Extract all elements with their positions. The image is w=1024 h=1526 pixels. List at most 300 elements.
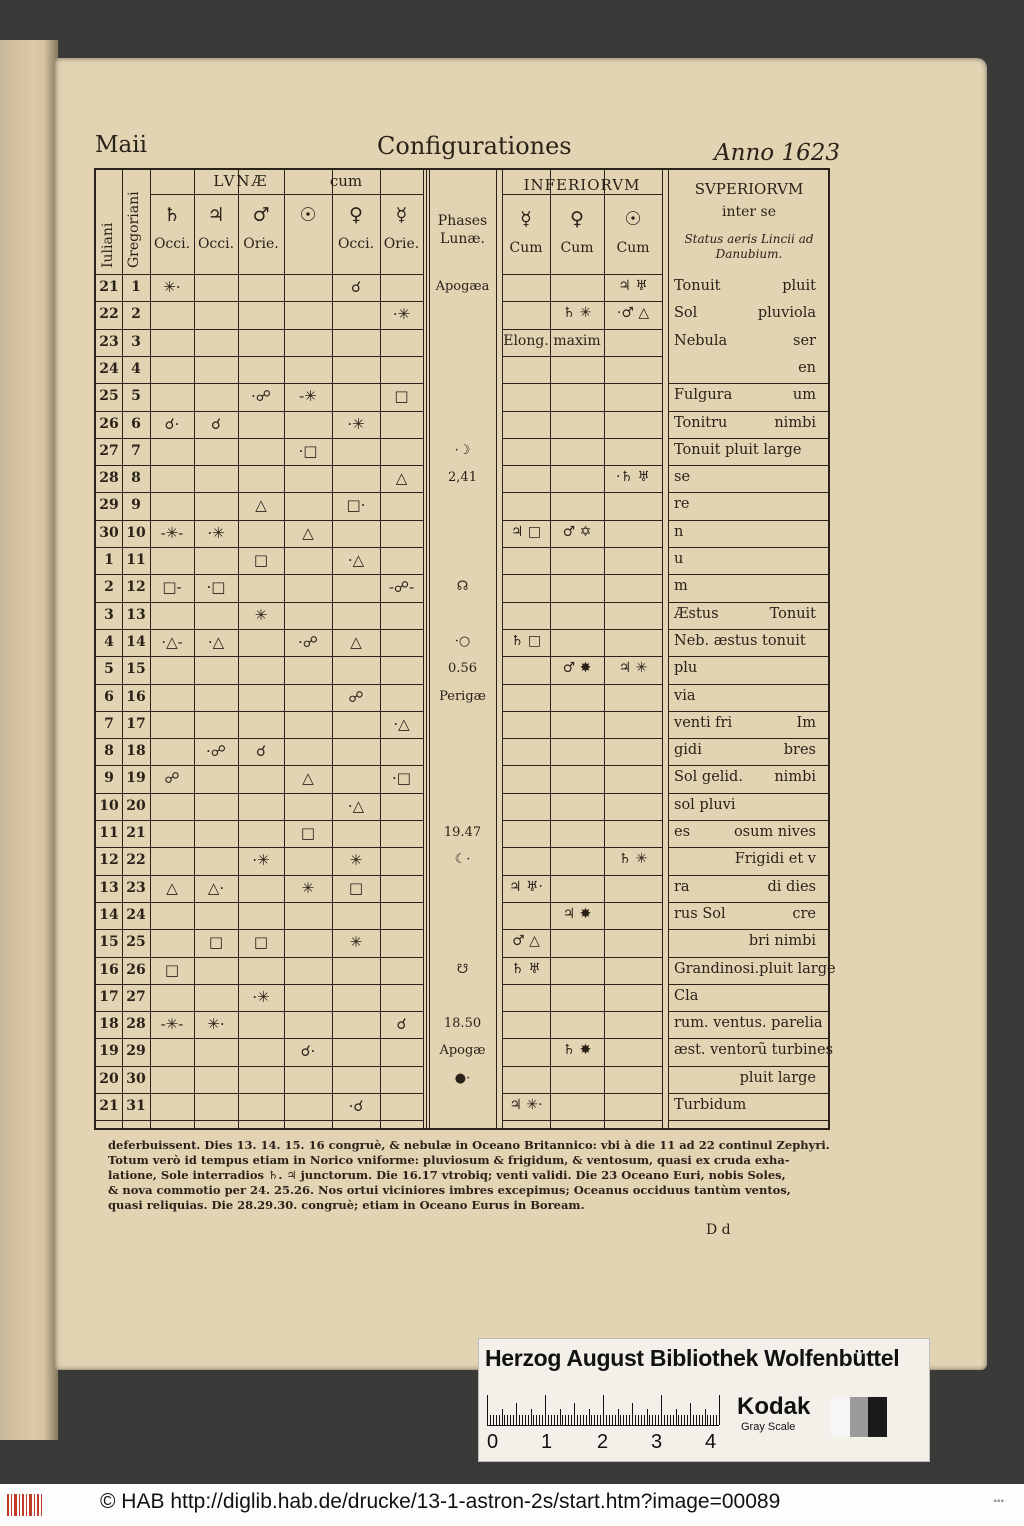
aspect-mark: ✳ [349, 851, 363, 870]
row-line [668, 547, 830, 548]
julian-day: 18 [99, 1016, 119, 1033]
row-line [502, 520, 662, 521]
ruler-tick [574, 1403, 575, 1425]
footer-line: quasi reliquias. Die 28.29.30. congruè; etiam in Oceano Eurus in Boream. [108, 1198, 585, 1212]
planet-symbol: ☉ [624, 208, 642, 230]
aspect-mark: ✳· [207, 1015, 225, 1034]
julian-day: 29 [99, 497, 119, 514]
row-line [96, 602, 423, 603]
planet-position: Occi. [153, 236, 191, 252]
row-line [96, 383, 423, 384]
ruler-number: 3 [651, 1431, 663, 1453]
row-line [502, 1011, 662, 1012]
aspect-mark: ✳· [163, 278, 181, 296]
aspect-mark: ☌ [255, 742, 267, 761]
weather-text: se [674, 469, 691, 486]
weather-text: sol pluvi [674, 796, 736, 813]
ruler-tick [684, 1415, 685, 1425]
row-line [96, 847, 423, 848]
row-line [668, 929, 830, 930]
status-bar [0, 1484, 1024, 1526]
gregorian-day: 9 [131, 497, 141, 514]
aspect-mark: △ [255, 496, 267, 515]
julian-day: 27 [99, 442, 119, 459]
ruler-tick [635, 1415, 636, 1425]
weather-text: Tonuit pluit large [674, 441, 802, 458]
row-line [668, 684, 830, 685]
row-line [96, 1093, 423, 1094]
ruler-tick [658, 1415, 659, 1425]
ruler-tick [548, 1415, 549, 1425]
ruler-tick [687, 1415, 688, 1425]
julian-day: 6 [104, 688, 114, 705]
julian-day: 2 [104, 579, 114, 596]
aspect-mark: ·△ [347, 796, 365, 815]
row-line [668, 1011, 830, 1012]
inter-se-label: inter se [721, 204, 777, 220]
phases-label: Phases Lunæ. [437, 213, 488, 247]
ruler-tick [507, 1415, 508, 1425]
moon-phase: 2,41 [448, 470, 477, 486]
weather-text: Turbidum [674, 1097, 747, 1113]
ruler-tick [589, 1409, 590, 1425]
row-line [668, 574, 830, 575]
ruler-tick [615, 1415, 616, 1425]
ruler-tick [707, 1415, 708, 1425]
aspect-mark: -✳ [299, 387, 317, 406]
aspect-mark: ·✳ [252, 987, 270, 1006]
aspect-mark: ·□ [206, 578, 226, 597]
row-line [96, 1038, 423, 1039]
weather-text: ra [674, 878, 690, 895]
ruler-tick [626, 1415, 627, 1425]
ruler-tick [496, 1415, 497, 1425]
weather-text: Sol [674, 305, 698, 322]
ruler-tick [618, 1409, 619, 1425]
row-line [668, 602, 830, 603]
ruler-tick [710, 1415, 711, 1425]
moon-phase: Perigæ [439, 688, 486, 704]
gregorian-day: 17 [126, 715, 146, 732]
ruler-tick [565, 1415, 566, 1425]
row-line [96, 820, 423, 821]
row-line [96, 356, 423, 357]
planet-position: Orie. [383, 236, 420, 252]
row-line [96, 793, 423, 794]
gregorian-day: 30 [126, 1070, 146, 1087]
inferior-aspect: ♃ ✳· [509, 1097, 543, 1113]
ruler-number: 1 [541, 1431, 553, 1453]
ruler-tick [641, 1415, 642, 1425]
weather-text: Nebula [674, 332, 728, 349]
weather-text: Tonitru [674, 414, 728, 431]
inferiorum-label: INFERIORVM [523, 176, 641, 194]
gregorian-day: 7 [131, 442, 141, 459]
gray-scale-label: Gray Scale [741, 1421, 796, 1433]
aspect-mark: ☍ [348, 687, 364, 706]
weather-text: u [674, 551, 684, 567]
gregorian-day: 5 [131, 388, 141, 405]
aspect-mark: ·✳ [347, 414, 365, 433]
ruler-tick [693, 1415, 694, 1425]
ruler-tick [533, 1415, 534, 1425]
weather-text: Tonuit [769, 605, 816, 622]
row-line [502, 929, 662, 930]
row-line [668, 492, 830, 493]
ruler-tick [609, 1415, 610, 1425]
ruler-tick [577, 1415, 578, 1425]
row-line [502, 301, 662, 302]
julian-day: 21 [99, 279, 119, 295]
moon-phase: 0.56 [448, 661, 477, 677]
row-line [96, 1011, 423, 1012]
ruler-tick [597, 1415, 598, 1425]
aspect-mark: ☌ [350, 278, 362, 296]
gray-swatch [831, 1397, 887, 1437]
row-line [502, 492, 662, 493]
header-month: Maii [95, 132, 147, 158]
ruler-tick [583, 1415, 584, 1425]
inferior-aspect: ♃ ✳ [618, 660, 648, 677]
julian-day: 30 [99, 524, 119, 541]
julian-day: 25 [99, 388, 119, 405]
weather-text: bres [783, 742, 816, 759]
gregorian-day: 19 [126, 770, 146, 787]
aspect-mark: ·✳ [392, 305, 411, 324]
row-line [96, 574, 423, 575]
weather-text: gidi [674, 742, 702, 759]
row-line [668, 847, 830, 848]
scale-ruler [487, 1385, 719, 1426]
weather-text: Fulgura [674, 387, 733, 404]
row-line [668, 793, 830, 794]
aspect-mark: □ [394, 387, 409, 406]
moon-phase: ☾· [454, 852, 471, 868]
gregorian-day: 6 [131, 415, 141, 432]
aspect-mark: ·☍ [251, 387, 271, 406]
weather-text: Cla [674, 987, 699, 1004]
aspect-mark: ·✳ [252, 851, 270, 870]
ruler-tick [690, 1403, 691, 1425]
ruler-number: 4 [705, 1431, 717, 1453]
row-line [96, 711, 423, 712]
row-line [668, 520, 830, 521]
row-line [502, 629, 662, 630]
aspect-mark: ·△ [347, 551, 365, 569]
gregorian-day: 15 [126, 661, 146, 678]
library-target-card [478, 1338, 930, 1462]
inferior-aspect: ♃ ✸ [562, 905, 592, 922]
julian-day: 4 [104, 633, 114, 650]
gregorian-day: 2 [131, 306, 141, 323]
inferior-aspect: ♃ ♅ [618, 278, 648, 294]
aspect-mark: △ [302, 523, 314, 542]
ruler-tick [649, 1415, 650, 1425]
gregorian-day: 14 [126, 633, 146, 650]
gregorian-day: 22 [126, 852, 146, 869]
planet-position: Occi. [337, 236, 375, 252]
weather-text: cre [792, 905, 816, 922]
row-line [502, 1093, 662, 1094]
aspect-mark: ☌· [300, 1042, 316, 1061]
ruler-tick [629, 1415, 630, 1425]
cum-label: Cum [560, 240, 594, 256]
row-line [502, 356, 662, 357]
weather-text: um [792, 387, 816, 404]
header-title: Configurationes [377, 132, 572, 160]
moon-phase: Apogæa [435, 279, 490, 294]
header-year: Anno 1623 [714, 140, 840, 166]
row-line [96, 957, 423, 958]
gregorian-day: 31 [126, 1098, 146, 1114]
ruler-tick [499, 1415, 500, 1425]
row-line [668, 1120, 830, 1121]
row-line [502, 765, 662, 766]
moon-phase: 18.50 [443, 1016, 482, 1032]
ruler-tick [664, 1415, 665, 1425]
ruler-tick [513, 1415, 514, 1425]
ruler-tick [632, 1403, 633, 1425]
row-line [668, 438, 830, 439]
ruler-tick [676, 1409, 677, 1425]
aspect-mark: ·☍ [298, 632, 318, 651]
row-line [502, 793, 662, 794]
row-line [502, 820, 662, 821]
ruler-tick [545, 1395, 546, 1425]
row-line [502, 875, 662, 876]
row-line [502, 574, 662, 575]
row-line [502, 329, 662, 330]
ruler-tick [586, 1415, 587, 1425]
row-line [668, 465, 830, 466]
moon-phase: ☊ [456, 579, 469, 595]
gregorian-day: 18 [126, 743, 146, 760]
row-line [502, 411, 662, 412]
ruler-tick [516, 1403, 517, 1425]
inferior-aspect: ♄ ✸ [562, 1042, 592, 1059]
julian-day: 17 [99, 988, 119, 1005]
ruler-tick [528, 1415, 529, 1425]
julian-day: 13 [99, 879, 119, 896]
row-line [502, 711, 662, 712]
ruler-tick [539, 1415, 540, 1425]
gregorian-day: 1 [131, 279, 141, 295]
dots-icon: ▪▪▪ [993, 1496, 1004, 1507]
aspect-mark: ☍ [164, 769, 180, 788]
weather-text: Im [796, 714, 816, 731]
julian-day: 23 [99, 333, 119, 350]
signature-mark: D d [706, 1222, 731, 1238]
julian-day: 14 [99, 906, 119, 923]
julian-day: 3 [104, 606, 114, 623]
julian-day: 24 [99, 360, 119, 377]
aspect-mark: ✳ [254, 605, 268, 624]
ruler-tick [493, 1415, 494, 1425]
ruler-tick [562, 1415, 563, 1425]
ruler-tick [661, 1395, 662, 1425]
weather-text: Tonuit [674, 278, 721, 294]
planet-symbol: ♀ [570, 208, 584, 230]
footer-line: & nova commotio per 24. 25.26. Nos ortui viciniores imbres excepimus; Oceanus occiduus tantùm ventos, [108, 1183, 791, 1197]
julian-day: 5 [104, 661, 114, 678]
julian-day: 28 [99, 470, 119, 487]
gregorian-day: 3 [131, 333, 141, 350]
inferior-aspect: ♂ ✸ [562, 660, 592, 677]
row-line [502, 438, 662, 439]
inferior-aspect: Elong. [503, 332, 549, 349]
aspect-mark: □· [346, 496, 366, 515]
julian-day: 1 [104, 552, 114, 568]
aspect-mark: -✳- [160, 1015, 184, 1034]
row-line [96, 629, 423, 630]
planet-symbol: ☿ [395, 204, 408, 226]
ruler-tick [600, 1415, 601, 1425]
weather-text: en [798, 359, 816, 376]
julian-day: 9 [104, 770, 114, 787]
ruler-tick [542, 1415, 543, 1425]
row-line [96, 738, 423, 739]
planet-position: Occi. [197, 236, 235, 252]
ruler-tick [536, 1415, 537, 1425]
weather-text: re [674, 496, 690, 513]
row-line [668, 984, 830, 985]
row-line [96, 438, 423, 439]
weather-text: nimbi [774, 769, 816, 786]
aspect-mark: △· [207, 878, 225, 897]
row-line [668, 875, 830, 876]
aspect-mark: △ [350, 632, 362, 651]
inferior-aspect: ·♂ △ [616, 305, 650, 322]
row-line [502, 274, 662, 275]
row-line [96, 1066, 423, 1067]
row-line [668, 1093, 830, 1094]
ruler-tick [571, 1415, 572, 1425]
row-line [502, 984, 662, 985]
aspect-mark: △ [302, 769, 314, 788]
ruler-tick [551, 1415, 552, 1425]
aspect-mark: ☌ [210, 414, 222, 433]
row-line [96, 1120, 423, 1121]
aspect-mark: □ [208, 933, 224, 952]
ruler-tick [667, 1415, 668, 1425]
source-url[interactable]: © HAB http://diglib.hab.de/drucke/13-1-astron-2s/start.htm?image=00089 [100, 1490, 781, 1513]
weather-text: pluit [782, 278, 816, 294]
inferior-aspect: ♂ △ [512, 933, 540, 950]
ruler-tick [719, 1395, 720, 1425]
ruler-tick [591, 1415, 592, 1425]
ruler-tick [519, 1415, 520, 1425]
julian-day: 22 [99, 306, 119, 323]
moon-phase: ●· [454, 1070, 471, 1086]
ruler-tick [705, 1409, 706, 1425]
gregorian-day: 16 [126, 688, 146, 705]
weather-text: m [674, 578, 688, 595]
aspect-mark: ·□ [392, 769, 411, 788]
row-line [502, 1066, 662, 1067]
inferior-aspect: ♄ □ [510, 632, 542, 649]
aspect-mark: ·△ [393, 714, 410, 733]
ruler-tick [647, 1409, 648, 1425]
weather-text: bri nimbi [748, 933, 816, 950]
iuliani-label: Iuliani [100, 222, 116, 268]
column-line [429, 170, 430, 1128]
planet-symbol: ♀ [349, 204, 363, 226]
column-line [426, 170, 427, 1128]
weather-text: via [674, 687, 696, 704]
gregorian-day: 13 [126, 606, 146, 623]
gregorian-day: 27 [126, 988, 146, 1005]
aspect-mark: □ [348, 878, 364, 897]
ruler-tick [652, 1415, 653, 1425]
julian-day: 8 [104, 743, 114, 760]
footer-line: deferbuissent. Dies 13. 14. 15. 16 congruè, & nebulæ in Oceano Britannico: vbi à die 11 ad 22 continul Zephyri. [108, 1138, 830, 1152]
ruler-tick [612, 1415, 613, 1425]
weather-text: rum. ventus. parelia [674, 1015, 823, 1032]
row-line [96, 547, 423, 548]
inferior-aspect: ·♄ ♅ [615, 469, 650, 486]
ruler-tick [504, 1415, 505, 1425]
moon-phase: Apogæ [439, 1043, 486, 1059]
gregorian-day: 11 [126, 552, 146, 568]
cum-label: Cum [616, 240, 650, 256]
aspect-mark: ☌ [396, 1015, 407, 1034]
row-line [96, 492, 423, 493]
footer-line: latione, Sole interradios ♄. ♃ junctorum. Die 16.17 vtrobiq; venti validi. Die 23 Oceano Euri, nobis Soles, [108, 1168, 786, 1182]
header-line [502, 194, 662, 195]
weather-text: es [674, 824, 691, 840]
page-header [95, 128, 840, 164]
gregorian-day: 10 [126, 524, 146, 541]
julian-day: 7 [104, 715, 114, 732]
row-line [668, 711, 830, 712]
ruler-tick [531, 1409, 532, 1425]
row-line [96, 765, 423, 766]
gregoriani-label: Gregoriani [126, 191, 142, 268]
column-line [423, 170, 424, 1128]
weather-text: rus Sol [674, 905, 726, 922]
row-line [96, 656, 423, 657]
weather-text: Neb. æstus tonuit [674, 632, 806, 649]
aspect-mark: ·☌ [348, 1097, 364, 1115]
row-line [502, 465, 662, 466]
ruler-number: 2 [597, 1431, 609, 1453]
moon-phase: 19.47 [443, 825, 482, 840]
ruler-tick [510, 1415, 511, 1425]
gregorian-day: 4 [131, 360, 141, 377]
ruler-tick [713, 1415, 714, 1425]
aspect-mark: △ [395, 469, 408, 488]
ruler-tick [603, 1395, 604, 1425]
barcode-icon [6, 1492, 46, 1518]
row-line [96, 984, 423, 985]
weather-text: plu [674, 660, 698, 677]
aspect-mark: ☌· [164, 414, 180, 433]
weather-text: Æstus [674, 605, 719, 622]
row-line [668, 902, 830, 903]
ruler-tick [655, 1415, 656, 1425]
ruler-tick [699, 1415, 700, 1425]
planet-symbol: ♃ [207, 204, 225, 226]
row-line [96, 465, 423, 466]
aspect-mark: ·△ [207, 632, 225, 651]
row-line [96, 301, 423, 302]
julian-day: 19 [99, 1043, 119, 1060]
julian-day: 15 [99, 934, 119, 951]
julian-day: 10 [99, 797, 119, 814]
ruler-tick [522, 1415, 523, 1425]
gregorian-day: 26 [126, 961, 146, 978]
weather-text: ser [793, 332, 816, 349]
